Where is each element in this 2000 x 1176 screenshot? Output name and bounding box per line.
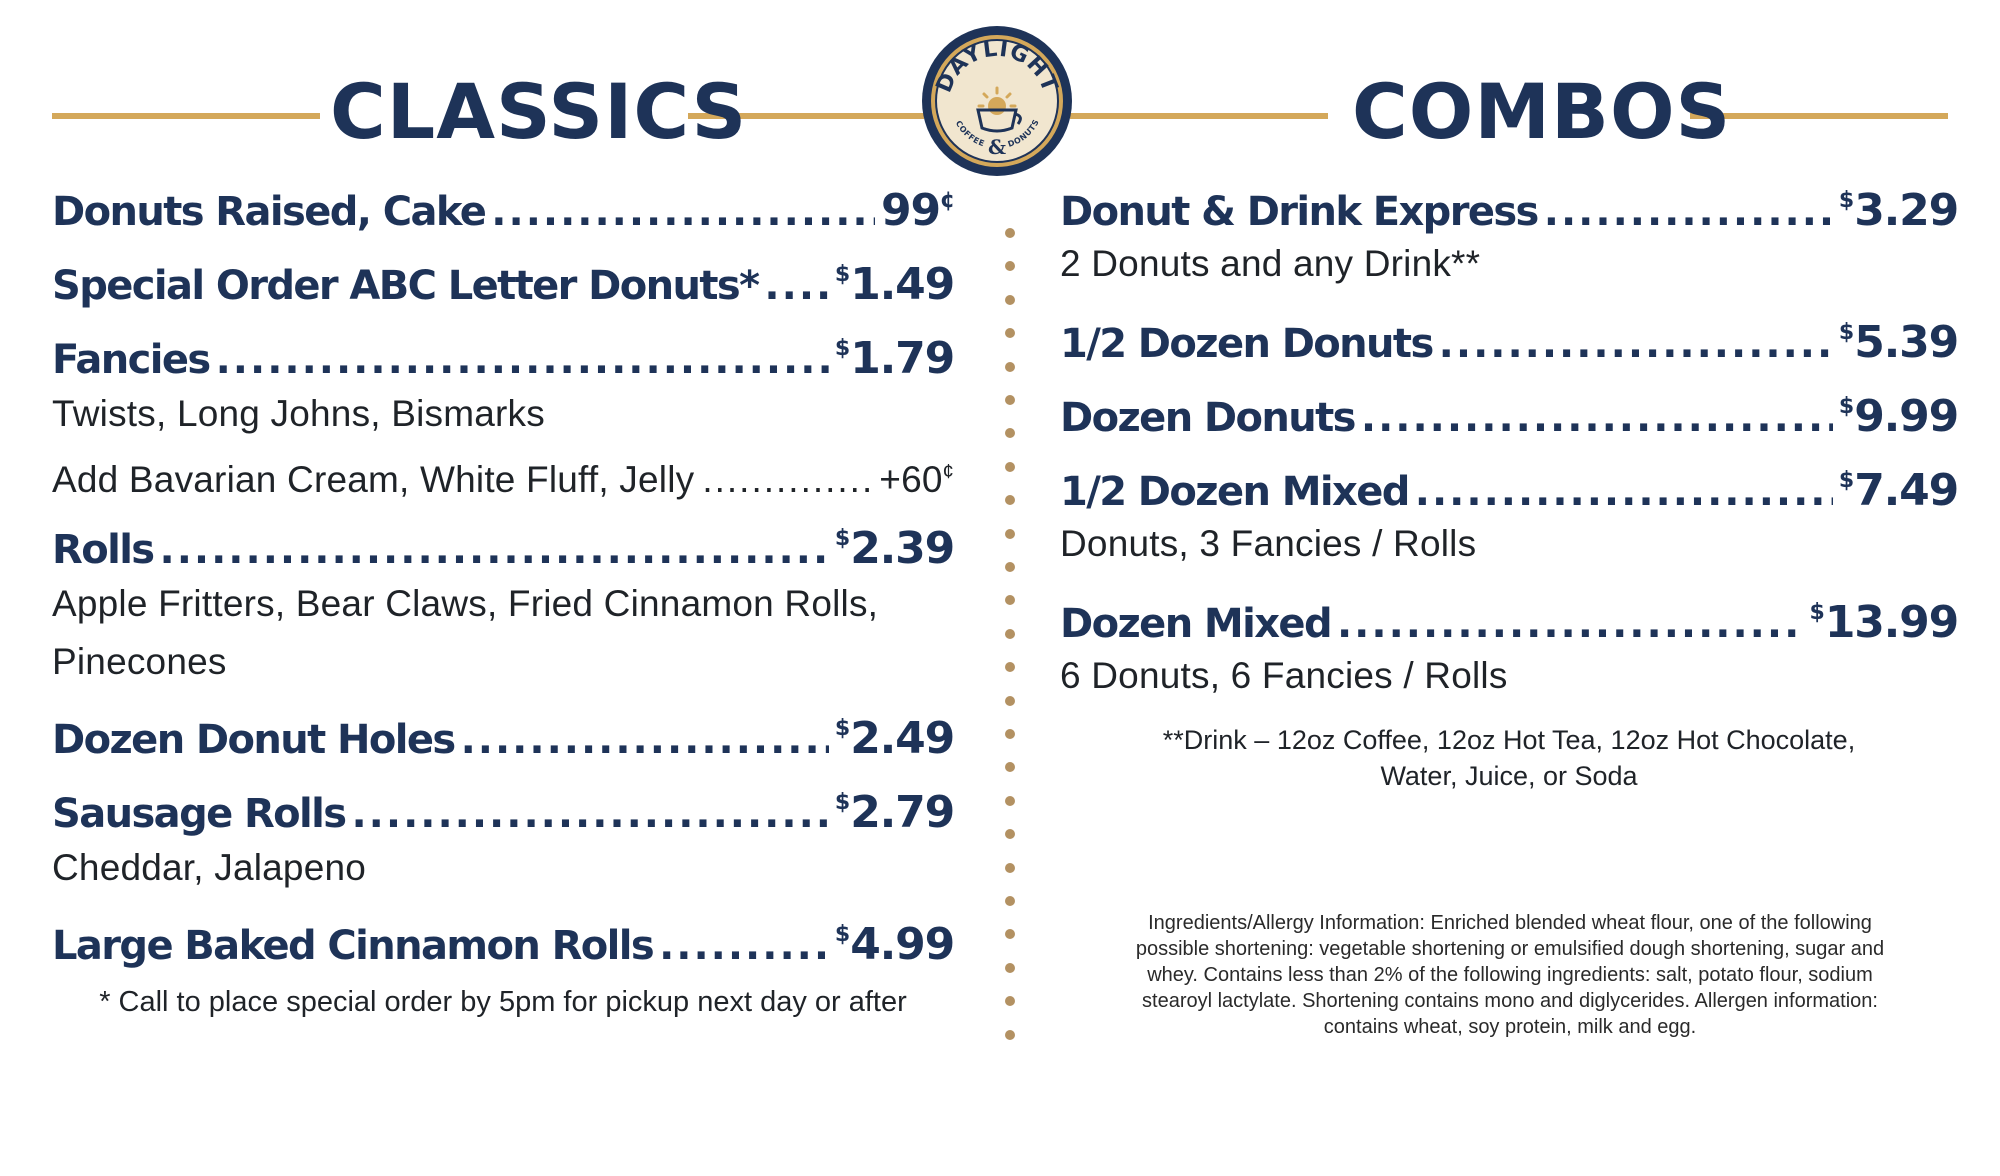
logo-tagline-right: DONUTS xyxy=(1006,117,1041,149)
divider-dot xyxy=(1005,595,1015,605)
divider-dot xyxy=(1005,829,1015,839)
drink-note-line1: **Drink – 12oz Coffee, 12oz Hot Tea, 12oz Hot Chocolate, xyxy=(1162,725,1856,755)
allergy-line: contains wheat, soy protein, milk and egg. xyxy=(1323,1016,1697,1038)
menu-item-large-baked-cinnamon-rolls: Large Baked Cinnamon Rolls ..... $4.99 xyxy=(52,906,954,975)
dozen-mixed-description: 6 Donuts, 6 Fancies / Rolls xyxy=(1060,655,1508,696)
logo-tagline-left: COFFEE xyxy=(953,119,986,149)
drink-note-line2: Water, Juice, or Soda xyxy=(1380,761,1638,791)
combos-title: COMBOS xyxy=(1352,67,1732,156)
allergy-line: stearoyl lactylate. Shortening contains mono and diglycerides. Allergen information: xyxy=(1142,990,1878,1012)
menu-item-half-dozen-donuts: 1/2 Dozen Donuts ..... $5.39 xyxy=(1060,304,1958,373)
logo-brand: DAYLIGHT xyxy=(931,36,1063,97)
divider-dot xyxy=(1005,462,1015,472)
classics-title: CLASSICS xyxy=(330,67,748,156)
drink-note xyxy=(1060,722,1958,794)
allergy-line: Ingredients/Allergy Information: Enriched blended wheat flour, one of the following xyxy=(1148,912,1872,934)
divider-dot xyxy=(1005,1030,1015,1040)
divider-dot xyxy=(1005,796,1015,806)
divider-dot xyxy=(1005,863,1015,873)
menu-item-dozen-mixed: Dozen Mixed ..... $13.99 xyxy=(1060,584,1958,653)
divider-dot xyxy=(1005,495,1015,505)
divider-dot xyxy=(1005,896,1015,906)
menu-item-half-dozen-mixed: 1/2 Dozen Mixed ..... $7.49 xyxy=(1060,452,1958,521)
fancies-addon: Add Bavarian Cream, White Fluff, Jelly ..... +60¢ xyxy=(52,444,954,508)
classics-column xyxy=(52,0,954,1176)
divider-dot xyxy=(1005,696,1015,706)
rolls-description-line2: Pinecones xyxy=(52,641,227,682)
divider-dot xyxy=(1005,261,1015,271)
menu-item-donuts-raised-cake: Donuts Raised, Cake ..... 99¢ xyxy=(52,172,954,241)
divider-dot xyxy=(1005,662,1015,672)
divider-dot xyxy=(1005,762,1015,772)
divider-dot xyxy=(1005,295,1015,305)
menu-item-dozen-donuts: Dozen Donuts ..... $9.99 xyxy=(1060,378,1958,447)
special-order-footnote: * Call to place special order by 5pm for pickup next day or after xyxy=(99,986,907,1018)
sausage-description: Cheddar, Jalapeno xyxy=(52,847,367,888)
divider-dot xyxy=(1005,529,1015,539)
menu-item-donut-drink-express: Donut & Drink Express ..... $3.29 xyxy=(1060,172,1958,241)
rolls-description-line1: Apple Fritters, Bear Claws, Fried Cinnamon Rolls, xyxy=(52,583,879,624)
menu-item-sausage-rolls: Sausage Rolls ..... $2.79 xyxy=(52,774,954,843)
divider-dot xyxy=(1005,428,1015,438)
fancies-description: Twists, Long Johns, Bismarks xyxy=(52,393,545,434)
combos-column xyxy=(1060,0,1958,1176)
express-description: 2 Donuts and any Drink** xyxy=(1060,243,1481,284)
divider-dot xyxy=(1005,328,1015,338)
allergy-line: whey. Contains less than 2% of the following ingredients: salt, potato flour, sodium xyxy=(1147,964,1873,986)
divider-dot xyxy=(1005,362,1015,372)
divider-dot xyxy=(1005,963,1015,973)
divider-dot xyxy=(1005,629,1015,639)
half-mixed-description: Donuts, 3 Fancies / Rolls xyxy=(1060,523,1477,564)
divider-dot xyxy=(1005,395,1015,405)
logo-ampersand: & xyxy=(987,135,1007,159)
menu-item-rolls: Rolls ..... $2.39 xyxy=(52,510,954,579)
allergy-information xyxy=(1070,910,1950,1040)
menu-item-dozen-donut-holes: Dozen Donut Holes ..... $2.49 xyxy=(52,700,954,769)
divider-dot xyxy=(1005,929,1015,939)
divider-dot xyxy=(1005,562,1015,572)
menu-item-fancies: Fancies ..... $1.79 xyxy=(52,320,954,389)
divider-dot xyxy=(1005,996,1015,1006)
allergy-line: possible shortening: vegetable shortening or emulsified dough shortening, sugar and xyxy=(1135,938,1885,960)
divider-dot xyxy=(1005,729,1015,739)
divider-dot xyxy=(1005,228,1015,238)
menu-item-special-order-abc: Special Order ABC Letter Donuts* ..... $1.49 xyxy=(52,246,954,315)
